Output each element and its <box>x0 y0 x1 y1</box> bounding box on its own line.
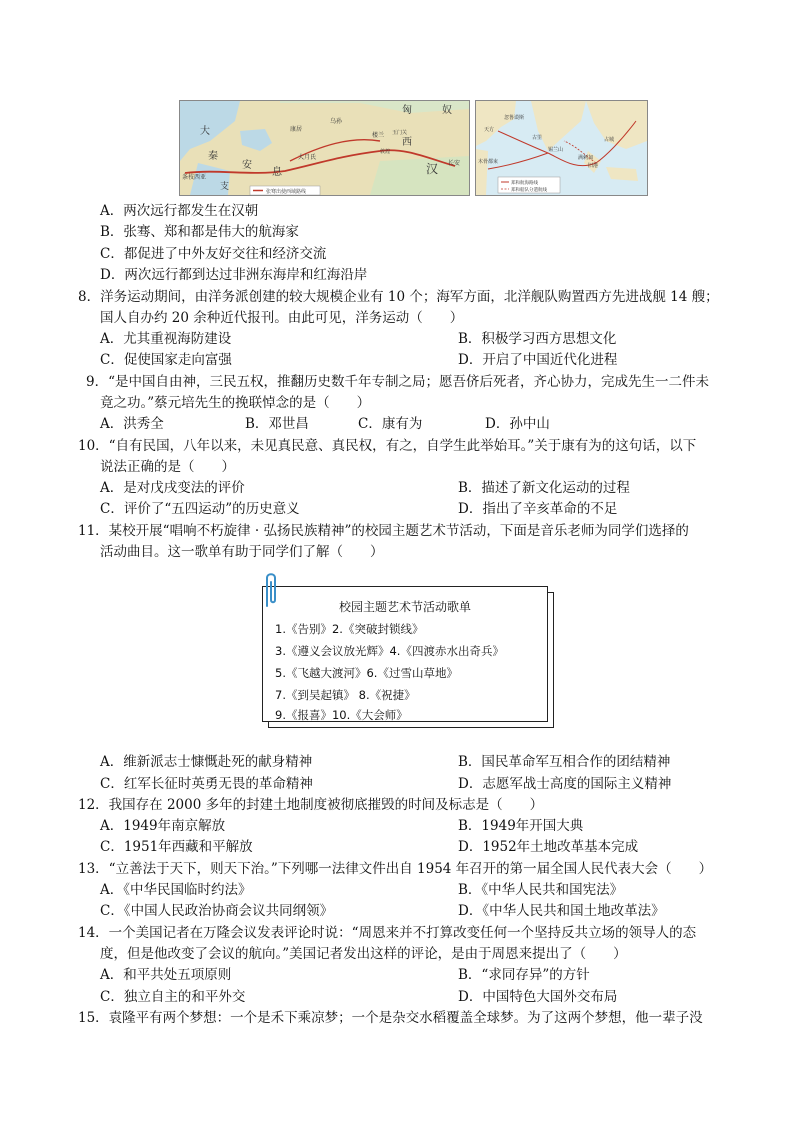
q12-stem: 12．我国存在 2000 多年的封建土地制度被彻底摧毁的时间及标志是（ ） <box>78 797 544 813</box>
q13-options-row1 <box>100 880 660 900</box>
song-list-item: 3.《遵义会议放光辉》4.《四渡赤水出奇兵》 <box>275 644 504 658</box>
q9-stem-line2: 竟之功。”蔡元培先生的挽联悼念的是（ ） <box>100 395 371 411</box>
q12-option-c[interactable]: C．1951年西藏和平解放 <box>100 839 253 855</box>
q8-stem-line2: 国人自办约 20 余种近代报刊。由此可见，洋务运动（ ） <box>100 310 464 326</box>
q14-option-a[interactable]: A．和平共处五项原则 <box>100 967 232 983</box>
map-label-xi: 息 <box>272 167 282 178</box>
song-list-item: 7.《到吴起镇》 8.《祝捷》 <box>275 688 416 702</box>
map-label-xiong: 匈 <box>402 105 412 116</box>
zhang-qian-route-map <box>179 100 470 196</box>
song-list-item: 9.《报喜》10.《大会师》 <box>275 708 408 722</box>
q11-stem-line2: 活动曲目。这一歌单有助于同学们了解（ ） <box>100 544 384 560</box>
q8-option-d[interactable]: D．开启了中国近代化进程 <box>458 352 618 368</box>
q9-options-row <box>100 414 660 434</box>
q8-options-row2 <box>100 350 660 370</box>
q12-option-a[interactable]: A．1949年南京解放 <box>100 818 226 834</box>
q8-stem-line1: 8．洋务运动期间，由洋务派创建的较大规模企业有 10 个；海军方面，北洋舰队购置西方先进战舰 14 艘； <box>78 289 719 305</box>
q9-option-b[interactable]: B．邓世昌 <box>245 416 309 432</box>
q8-option-c[interactable]: C．促使国家走向富强 <box>100 352 232 368</box>
map-label-kangju: 康居 <box>290 126 303 133</box>
map-label-an: 安 <box>242 160 252 171</box>
q14-options-row1 <box>100 965 660 985</box>
paperclip-icon <box>260 570 282 610</box>
map-label-jiugang: 旧港 <box>588 163 599 169</box>
q11-stem-line1: 11．某校开展“唱响不朽旋律 · 弘扬民族精神”的校园主题艺术节活动，下面是音乐老师为同学们选择的 <box>78 523 689 539</box>
map-label-han: 汉 <box>426 162 439 176</box>
song-list-title: 校园主题艺术节活动歌单 <box>338 600 471 614</box>
q9-option-c[interactable]: C．康有为 <box>358 416 423 432</box>
map-label-manlajia: 满剌加 <box>578 155 594 161</box>
q13-option-a[interactable]: A．《中华民国临时约法》 <box>100 882 252 898</box>
map-label-xilanshan: 锡兰山 <box>548 147 564 153</box>
map-legend-zheng-he-2: 郑和船队分遣航线 <box>511 188 547 193</box>
map-label-yumenguan: 玉门关 <box>392 130 408 136</box>
q9-option-a[interactable]: A．洪秀全 <box>100 416 164 432</box>
q8-option-a[interactable]: A．尤其重视海防建设 <box>100 331 232 347</box>
map-label-dunhuang: 敦煌 <box>380 149 391 155</box>
map-label-dayuezhi: 大月氏 <box>298 154 317 161</box>
q11-option-b[interactable]: B．国民革命军互相合作的团结精神 <box>458 754 671 770</box>
song-list-card-front <box>262 586 548 722</box>
q9-option-d[interactable]: D．孙中山 <box>485 416 550 432</box>
q14-option-d[interactable]: D．中国特色大国外交布局 <box>458 989 618 1005</box>
q10-stem-line1: 10．“自有民国，八年以来，未见真民意、真民权，有之，自学生此举始耳。”关于康有为的这句话，以下 <box>78 438 697 454</box>
map-label-xi-han-1: 西 <box>402 137 412 148</box>
map-label-tiaozhi: 条枝西亚 <box>182 174 207 181</box>
q12-option-d[interactable]: D．1952年土地改革基本完成 <box>458 839 639 855</box>
song-list-item: 5.《飞越大渡河》6.《过雪山草地》 <box>275 666 458 680</box>
map-legend-zhang-qian: 张骞出使西域路线 <box>266 189 307 195</box>
song-list-item: 1.《告别》2.《突破封锁线》 <box>275 622 424 636</box>
q13-option-d[interactable]: D．《中华人民共和国土地改革法》 <box>458 903 665 919</box>
map-label-tianfang: 天方 <box>484 127 495 133</box>
q7-option-a[interactable]: A．两次远行都发生在汉朝 <box>100 203 259 219</box>
q13-stem: 13．“立善法于天下，则天下治。”下列哪一法律文件出自 1954 年召开的第一届全国人民代表大会（ ） <box>78 861 713 877</box>
q14-option-c[interactable]: C．独立自主的和平外交 <box>100 989 246 1005</box>
q13-option-c[interactable]: C．《中国人民政治协商会议共同纲领》 <box>100 903 334 919</box>
map-label-guli: 古里 <box>532 135 543 141</box>
zheng-he-voyage-map-graphic <box>476 101 647 195</box>
q10-option-b[interactable]: B．描述了新文化运动的过程 <box>458 480 630 496</box>
q10-option-d[interactable]: D．指出了辛亥革命的不足 <box>458 501 618 517</box>
q13-option-b[interactable]: B．《中华人民共和国宪法》 <box>458 882 624 898</box>
q14-stem-line1: 14．一个美国记者在万隆会议发表评论时说：“周恩来并不打算改变任何一个坚持反共立场的领导人的态 <box>78 925 697 941</box>
q11-options-row1 <box>100 752 671 772</box>
q7-option-c[interactable]: C．都促进了中外友好交往和经济交流 <box>100 246 327 262</box>
q10-stem-line2: 说法正确的是（ ） <box>100 459 235 475</box>
map-label-da: 大 <box>200 126 210 137</box>
q14-options-row2 <box>100 987 660 1007</box>
map-label-hulumosi: 忽鲁谟斯 <box>504 115 525 121</box>
zhang-qian-route-map-graphic <box>180 101 469 195</box>
zheng-he-voyage-map <box>475 100 648 196</box>
map-label-loulan: 楼兰 <box>372 132 385 139</box>
map-label-changan: 长安 <box>448 160 461 167</box>
q10-options-row2 <box>100 499 660 519</box>
q11-option-c[interactable]: C．红军长征时英勇无畏的革命精神 <box>100 776 313 792</box>
map-label-zhancheng: 占城 <box>604 137 615 143</box>
q14-option-b[interactable]: B．“求同存异”的方针 <box>458 967 590 983</box>
q9-stem-line1: 9．“是中国自由神，三民五权，推翻历史数千年专制之局；愿吾侪后死者，齐心协力，完成先生一二件未 <box>86 374 709 390</box>
q7-option-b[interactable]: B．张骞、郑和都是伟大的航海家 <box>100 224 299 240</box>
q12-option-b[interactable]: B．1949年开国大典 <box>458 818 584 834</box>
map-label-wusun: 乌孙 <box>330 118 343 125</box>
map-label-mugudushu: 木骨都束 <box>478 159 499 165</box>
q11-options-row2 <box>100 774 672 794</box>
map-label-zhi: 支 <box>220 182 230 192</box>
map-legend-zheng-he-1: 郑和航海路线 <box>511 181 538 186</box>
q10-option-a[interactable]: A．是对戊戌变法的评价 <box>100 480 245 496</box>
q10-option-c[interactable]: C．评价了“五四运动”的历史意义 <box>100 501 300 517</box>
q8-option-b[interactable]: B．积极学习西方思想文化 <box>458 331 617 347</box>
map-label-qin: 秦 <box>208 151 218 162</box>
q8-options-row1 <box>100 329 660 349</box>
q12-options-row2 <box>100 837 660 857</box>
song-list-card <box>262 586 556 730</box>
q11-option-a[interactable]: A．维新派志士慷慨赴死的献身精神 <box>100 754 313 770</box>
map-label-nu: 奴 <box>442 105 452 116</box>
q12-options-row1 <box>100 816 660 836</box>
q15-stem-line1: 15．袁隆平有两个梦想：一个是禾下乘凉梦；一个是杂交水稻覆盖全球梦。为了这两个梦想，他一辈子没 <box>78 1010 703 1026</box>
q10-options-row1 <box>100 478 660 498</box>
q13-options-row2 <box>100 901 665 921</box>
q14-stem-line2: 度，但是他改变了会议的航向。”美国记者发出这样的评论，是由于周恩来提出了（ ） <box>100 946 627 962</box>
q7-option-d[interactable]: D．两次远行都到达过非洲东海岸和红海沿岸 <box>100 267 368 283</box>
q11-option-d[interactable]: D．志愿军战士高度的国际主义精神 <box>458 776 672 792</box>
